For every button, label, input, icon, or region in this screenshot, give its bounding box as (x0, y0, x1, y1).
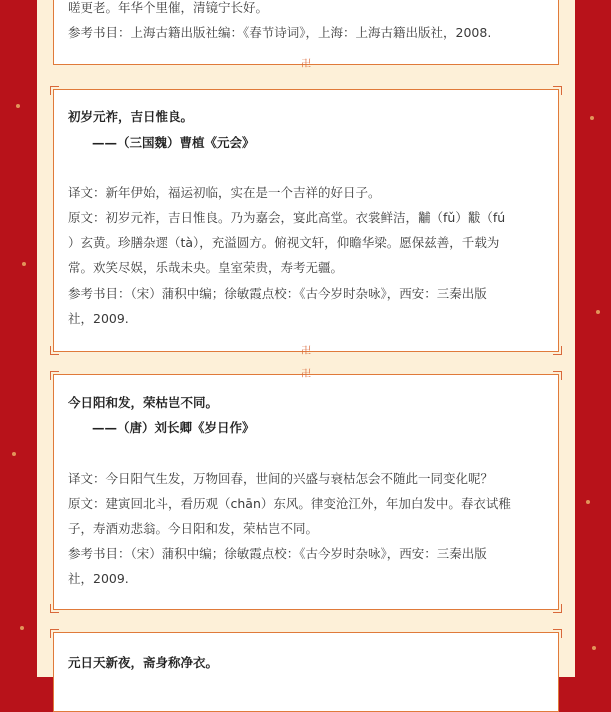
reference-line: 社，2009. (68, 571, 129, 586)
corner-ornament (553, 629, 562, 638)
corner-ornament (553, 86, 562, 95)
corner-ornament (50, 604, 59, 613)
author-line: ——（唐）刘长卿《岁日作》 (92, 420, 255, 435)
sparkle-decoration (590, 116, 594, 120)
poem-card (53, 369, 559, 610)
sparkle-decoration (20, 626, 24, 630)
text-line: 嗟更老。年华个里催，清镜宁长好。 (68, 0, 269, 15)
reference-line: 参考书目：（宋）蒲积中编；徐敏霞点校：《古今岁时杂咏》，西安：三秦出版 (68, 286, 487, 301)
reference-line: 社，2009. (68, 311, 129, 326)
reference-line: 参考书目：（宋）蒲积中编；徐敏霞点校：《古今岁时杂咏》，西安：三秦出版 (68, 546, 487, 561)
sparkle-decoration (596, 310, 600, 314)
knot-ornament: 卍 (301, 346, 311, 357)
corner-ornament (553, 346, 562, 355)
author-line: ——（三国魏）曹植《元会》 (92, 135, 255, 150)
knot-ornament: 卍 (301, 369, 311, 380)
original-line: ）玄黄。珍膳杂遝（tà），充溢圆方。俯视文轩，仰瞻华梁。愿保兹善，千载为 (68, 235, 500, 250)
original-line: 子，寿酒劝悲翁。今日阳和发，荣枯岂不同。 (68, 521, 319, 536)
sparkle-decoration (22, 262, 26, 266)
corner-ornament (553, 604, 562, 613)
reference-line: 参考书目：上海古籍出版社编：《春节诗词》，上海：上海古籍出版社，2008. (68, 25, 492, 40)
translation-line: 译文：今日阳气生发，万物回春，世间的兴盛与衰枯怎会不随此一同变化呢？ (68, 471, 494, 486)
sparkle-decoration (12, 452, 16, 456)
poem-line: 元日天新夜，斋身称净衣。 (68, 655, 219, 670)
corner-ornament (553, 371, 562, 380)
translation-line: 译文：新年伊始，福运初临，实在是一个吉祥的好日子。 (68, 185, 381, 200)
poem-card (53, 632, 559, 712)
original-line: 原文：建寅回北斗，看历观（chān）东风。律变沧江外，年加白发中。春衣试稚 (68, 496, 511, 511)
poem-card (53, 89, 559, 357)
poem-line: 今日阳和发，荣枯岂不同。 (68, 395, 219, 410)
corner-ornament (50, 629, 59, 638)
knot-ornament: 卍 (301, 59, 311, 70)
poem-card (53, 0, 559, 70)
original-line: 原文：初岁元祚，吉日惟良。乃为嘉会，宴此高堂。衣裳鲜洁，黼（fǔ）黻（fú (68, 210, 506, 225)
original-line: 常。欢笑尽娱，乐哉未央。皇室荣贵，寿考无疆。 (68, 260, 344, 275)
sparkle-decoration (16, 104, 20, 108)
sparkle-decoration (586, 500, 590, 504)
corner-ornament (50, 371, 59, 380)
corner-ornament (50, 346, 59, 355)
corner-ornament (50, 86, 59, 95)
sparkle-decoration (592, 646, 596, 650)
poem-line: 初岁元祚，吉日惟良。 (68, 109, 194, 124)
